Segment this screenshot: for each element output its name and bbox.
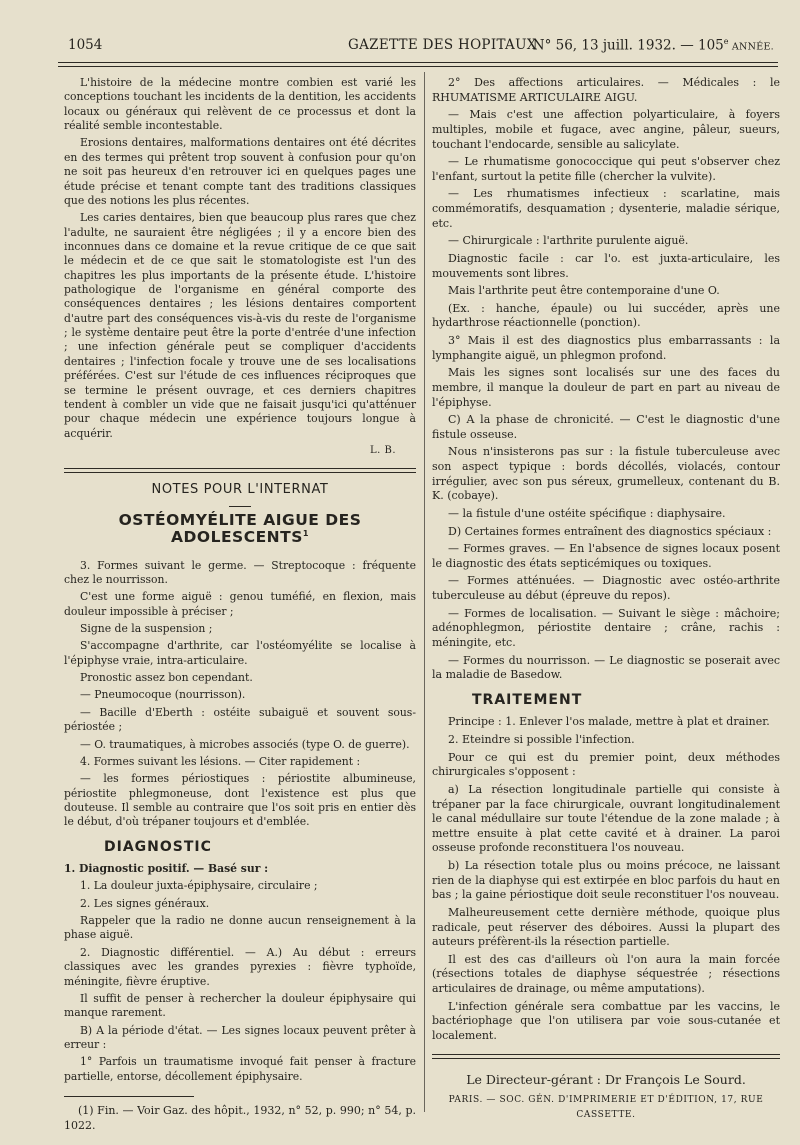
paragraph: — Formes graves. — En l'absence de signes locaux posent le diagnostic des états septicémiques ou toxiques. — [432, 542, 780, 570]
paragraph: — Formes du nourrisson. — Le diagnostic se poserait avec la maladie de Basedow. — [432, 653, 780, 682]
paragraph: Les caries dentaires, bien que beaucoup plus rares que chez l'adulte, ne sauraient être négligées ; il y a encore bien des inconnues dans ce domaine et la revue critique de ce que sait le médecin et de ce que sait le stomatologiste est l'un des chapitres les plus importants de la présente étude. L'histoire pathologique de l'organisme en général comporte des conséquences dentaires ; les lésions dentaires comportent d'autre part des conséquences vis-à-vis du reste de l'organisme ; le système dentaire peut être la porte d'entrée d'une infection ; une infection générale peut se compliquer d'accidents dentaires ; l'infection focale y trouve une de ses localisations préférées. C'est sur l'étude de ces influences réciproques que se termine le présent ouvrage, et ces derniers chapitres tendent à combler un vide que ne faisait jusqu'ici qu'atténuer pour chaque médecin une expérience toujours longue à acquérir. — [64, 211, 416, 440]
paragraph: Il est des cas d'ailleurs où l'on aura la main forcée (résections totales de diaphyse séquestrée ; résections articulaires de drainage, ou même amputations). — [432, 952, 780, 995]
paragraph: 1. Diagnostic positif. — Basé sur : — [64, 862, 269, 876]
left-column — [64, 76, 416, 1136]
paragraph: Pronostic assez bon cependant. — [80, 671, 253, 685]
paragraph: 2. Les signes généraux. — [80, 896, 210, 910]
director-line: Le Directeur-gérant : Dr François Le Sourd. — [466, 1071, 746, 1087]
paragraph: — la fistule d'une ostéite spécifique : diaphysaire. — [448, 506, 726, 520]
signature: L. B. — [369, 444, 396, 456]
footnote: (1) Fin. — Voir Gaz. des hôpit., 1932, n° 52, p. 990; n° 54, p. 1022. — [64, 1104, 416, 1133]
paragraph: — Pneumocoque (nourrisson). — [80, 688, 246, 702]
paragraph: — Formes de localisation. — Suivant le siège : mâchoire; adénophlegmon, périostite dentaire ; crâne, rachis : méningite, etc. — [432, 606, 780, 649]
paragraph: — les formes périostiques : périostite albumineuse, périostite phlegmoneuse, dont l'existence est plus que douteuse. Il semble au contraire que l'os soit pris en entier dès le début, d'où trépaner toujours et d'emblée. — [64, 772, 416, 829]
paragraph: Signe de la suspension ; — [80, 622, 213, 636]
paragraph: Pour ce qui est du premier point, deux méthodes chirurgicales s'opposent : — [432, 750, 780, 779]
paragraph: Malheureusement cette dernière méthode, quoique plus radicale, peut réserver des déboires. Aussi la plupart des auteurs préfèrent-ils la résection partielle. — [432, 905, 780, 949]
paragraph: S'accompagne d'arthrite, car l'ostéomyélite se localise à l'épiphyse vraie, intra-articulaire. — [64, 639, 416, 667]
paragraph: L'infection générale sera combattue par les vaccins, le bactériophage que l'on utilisera par voie sous-cutanée et localement. — [432, 999, 780, 1042]
paragraph: Diagnostic facile : car l'o. est juxta-articulaire, les mouvements sont libres. — [432, 251, 780, 280]
right-column — [432, 76, 780, 1122]
paragraph: — Mais c'est une affection polyarticulaire, à foyers multiples, mobile et fugace, avec angine, pâleur, sueurs, touchant l'endocarde, sensible au salicylate. — [432, 108, 780, 151]
paragraph: Mais l'arthrite peut être contemporaine d'une O. — [448, 284, 720, 298]
paragraph: D) Certaines formes entraînent des diagnostics spéciaux : — [448, 524, 772, 538]
paragraph: 2. Eteindre si possible l'infection. — [448, 733, 635, 746]
issue-line: N° 56, 13 juill. 1932. — 105e ANNÉE. — [532, 37, 774, 54]
closing-rule — [432, 1054, 780, 1059]
header-rule — [58, 62, 778, 63]
paragraph: 4. Formes suivant les lésions. — Citer rapidement : — [80, 754, 361, 768]
section-rule — [64, 468, 416, 473]
paragraph: Nous n'insisterons pas sur : la fistule tuberculeuse avec son aspect typique : bords décollés, violacés, contour irrégulier, avec son pus séreux, grumelleux, contenant du B. K. (cobaye). — [432, 445, 780, 503]
paragraph: — Bacille d'Eberth : ostéite subaiguë et souvent sous-périostée ; — [64, 705, 416, 734]
paragraph: L'histoire de la médecine montre combien est varié les conceptions touchant les incidents de la dentition, les accidents locaux ou généraux qui relèvent de ce processus et dont la réalité semble incontestable. — [64, 76, 416, 133]
paragraph: 1° Parfois un traumatisme invoqué fait penser à fracture partielle, entorse, décollement épiphysaire. — [64, 1055, 416, 1083]
divider — [229, 506, 251, 507]
paragraph: 3. Formes suivant le germe. — Streptocoque : fréquente chez le nourrisson. — [64, 558, 416, 586]
paragraph: Mais les signes sont localisés sur une des faces du membre, il manque la douleur de part en part au niveau de l'épiphyse. — [432, 366, 780, 409]
paragraph: — Le rhumatisme gonococcique qui peut s'observer chez l'enfant, surtout la petite fille (chercher la vulvite). — [432, 155, 780, 183]
printer-line: PARIS. — SOC. GÉN. D'IMPRIMERIE ET D'ÉDITION, 17, RUE CASSETTE. — [448, 1095, 764, 1120]
diagnostic-heading: DIAGNOSTIC — [104, 838, 212, 855]
treatment-heading: TRAITEMENT — [472, 691, 583, 708]
paragraph: B) A la période d'état. — Les signes locaux peuvent prêter à erreur : — [64, 1023, 416, 1051]
paragraph: a) La résection longitudinale partielle qui consiste à trépaner par la face chirurgicale, ouvrant longitudinalement le canal médullaire sur toute l'étendue de la zone malade ; à mettre ensuite à plat cette cavité et à drainer. La paroi osseuse profonde reconstituera l'os nouveau. — [432, 782, 780, 855]
paragraph: — O. traumatiques, à microbes associés (type O. de guerre). — [80, 737, 410, 751]
paragraph: — Formes atténuées. — Diagnostic avec ostéo-arthrite tuberculeuse au début (épreuve du repos). — [432, 574, 780, 602]
paragraph: Il suffit de penser à rechercher la douleur épiphysaire qui manque rarement. — [64, 991, 416, 1020]
paragraph: C) A la phase de chronicité. — C'est le diagnostic d'une fistule osseuse. — [432, 413, 780, 441]
paragraph: Principe : 1. Enlever l'os malade, mettre à plat et drainer. — [448, 715, 770, 729]
paragraph: Erosions dentaires, malformations dentaires ont été décrites en des termes qui prêtent trop souvent à confusion pour qu'on ne soit pas heureux d'en retrouver ici en quelques pages une étude précise et tenant compte tant des traditions classiques que des notions les plus récentes. — [64, 136, 416, 207]
journal-title: GAZETTE DES HOPITAUX — [348, 37, 537, 53]
paragraph: 3° Mais il est des diagnostics plus embarrassants : la lymphangite aiguë, un phlegmon profond. — [432, 334, 780, 362]
article-title: OSTÉOMYÉLITE AIGUE DES ADOLESCENTS$^1$ — [118, 510, 362, 547]
section-label: NOTES POUR L'INTERNAT — [151, 482, 329, 498]
paragraph: (Ex. : hanche, épaule) ou lui succéder, après une hydarthrose réactionnelle (ponction). — [432, 301, 780, 330]
paragraph: b) La résection totale plus ou moins précoce, ne laissant rien de la diaphyse qui est extirpée en bloc parfois du haut en bas ; la gaine périostique doit seule reconstituer l'os nouveau. — [432, 859, 780, 902]
header-rule-2 — [58, 66, 778, 67]
footnote-rule — [64, 1096, 194, 1097]
paragraph: — Chirurgicale : l'arthrite purulente aiguë. — [448, 234, 689, 248]
paragraph: — Les rhumatismes infectieux : scarlatine, mais commémoratifs, desquamation ; dysenterie, maladie sérique, etc. — [432, 187, 780, 230]
paragraph: 2. Diagnostic différentiel. — A.) Au début : erreurs classiques avec les grandes pyrexies : fièvre typhoïde, méningite, fièvre éruptive. — [64, 945, 416, 988]
column-separator — [424, 72, 425, 1112]
paragraph: 2° Des affections articulaires. — Médicales : le RHUMATISME ARTICULAIRE AIGU. — [432, 76, 780, 104]
page-number: 1054 — [68, 37, 103, 53]
paragraph: 1. La douleur juxta-épiphysaire, circulaire ; — [80, 879, 318, 893]
paragraph: C'est une forme aiguë : genou tuméfié, en flexion, mais douleur impossible à préciser ; — [64, 590, 416, 618]
running-header — [58, 32, 780, 56]
paragraph: Rappeler que la radio ne donne aucun renseignement à la phase aiguë. — [64, 914, 416, 942]
